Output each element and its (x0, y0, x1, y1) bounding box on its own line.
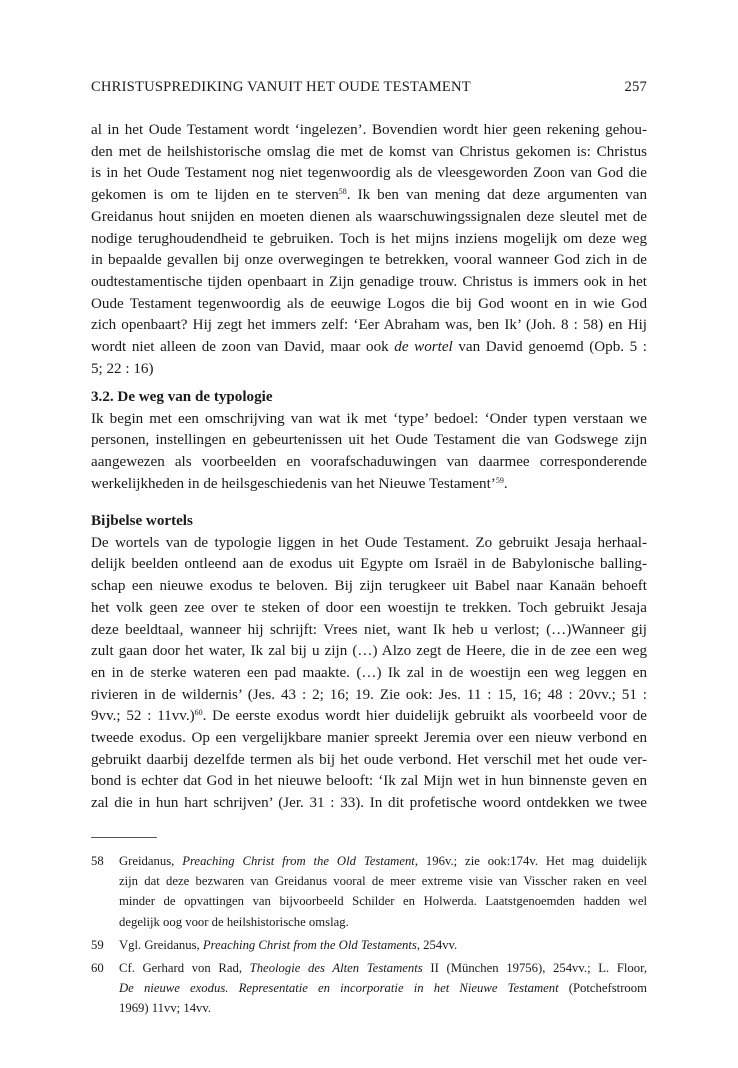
footnote-line: Cf. Gerhard von Rad, Theologie des Alten Testaments II (München 19756), 254vv.; L. Floor, (119, 961, 647, 976)
section-heading: 3.2. De weg van de typologie (91, 389, 273, 405)
text-line: 9vv.; 52 : 11vv.)$^{60}$. De eerste exodus wordt hier duidelijk gebruikt als voorbeeld voor de (91, 708, 647, 725)
footnote-number: 58 (91, 854, 104, 868)
text-line: delijk beelden ontleend aan de exodus uit Egypte om Israël in de Babylonische balling- (91, 556, 647, 573)
text-line: tweede exodus. Op een vergelijkbare manier spreekt Jeremia over een nieuw verbond en (91, 730, 647, 747)
text-line: gebruikt daarbij dezelfde termen als bij het oude verbond. Het verschil met het oude ver- (91, 751, 647, 768)
text-line: en in de sterke wateren een pad maakte. (…) Ik zal in de woestijn een weg leggen en (91, 664, 647, 681)
footnote-ref-60[interactable]: 60 (194, 708, 203, 718)
text-line: het volk geen zee over te steken of door een woestijn te trekken. Toch gebruikt Jesaja (91, 599, 647, 616)
text-line: nodige terughoudendheid te gebruiken. Toch is het mijns inziens mogelijk om deze weg (91, 230, 647, 247)
footnote-58 (91, 851, 647, 932)
footnote-line: 1969) 11vv; 14vv. (119, 1001, 212, 1016)
text-line: oudtestamentische tijden openbaart in Zijn genadige trouw. Christus is immers ook in het (91, 273, 647, 290)
text-line: schap een nieuwe exodus te beloven. Bij zijn terugkeer uit Babel naar Kanaän behoeft (91, 578, 647, 595)
running-head-title: CHRISTUSPREDIKING VANUIT HET OUDE TESTAMENT (91, 79, 471, 95)
text-line: wordt niet alleen de zoon van David, maar ook de wortel van David genoemd (Opb. 5 : (91, 339, 647, 356)
text-line: bond is echter dat God in het nieuwe belooft: ‘Ik zal Mijn wet in hun binnenste geven en (91, 773, 647, 790)
footnote-divider (91, 837, 157, 838)
footnotes (91, 851, 647, 1022)
text-line: werkelijkheden in de heilsgeschiedenis van het Nieuwe Testament’$^{59}$. (91, 475, 508, 492)
text-line: zult gaan door het water, Ik zal bij u zijn (…) Alzo zegt de Heere, die in de zee een weg (91, 643, 647, 660)
footnote-ref-59[interactable]: 59 (495, 475, 504, 485)
footnote-60 (91, 958, 647, 1019)
text-line: aangewezen als voorbeelden en voorafschaduwingen van daarmee corresponderende (91, 454, 647, 471)
text-line: deze beeldtaal, wanneer hij schrijft: Vrees niet, want Ik heb u verlost; (…)Wanneer gij (91, 621, 647, 638)
text-line: den met de heilshistorische omslag die met de komst van Christus gekomen is: Christus (91, 143, 647, 160)
text-line: in bepaalde gevallen bij onze overwegingen te betrekken, vooral wanneer God zich in de (91, 252, 647, 269)
footnote-number: 59 (91, 937, 104, 952)
section-3-2 (91, 387, 647, 496)
text-line: gekomen is om te lijden en te sterven$^{58}$. Ik ben van mening dat deze argumenten van (91, 187, 647, 204)
footnote-line: zijn dat deze bezwaren van Greidanus vooral de meer extreme visie van Visscher raken en veel (119, 874, 647, 889)
text-line: personen, instellingen en gebeurtenissen uit het Oude Testament die van Godswege zijn (91, 432, 647, 449)
subsection-bijbelse-wortels (91, 511, 647, 815)
text-line: Ik begin met een omschrijving van wat ik met ‘type’ bedoel: ‘Onder typen verstaan we (91, 410, 647, 427)
subheading: Bijbelse wortels (91, 513, 193, 529)
footnote-line: Vgl. Greidanus, Preaching Christ from the Old Testaments, 254vv. (119, 937, 458, 952)
emphasis: de wortel (394, 339, 453, 356)
text-line: zal die in hun hart schrijven’ (Jer. 31 : 33). In dit profetische woord ontdekken we twee (91, 795, 647, 812)
text-line: Oude Testament tegenwoordig als de eeuwige Logos die bij God woont en in wie God (91, 295, 647, 312)
text-line: is in het Oude Testament nog niet tegenwoordig als de vleesgeworden Zoon van God die (91, 165, 647, 182)
footnote-line: minder de opvattingen van bijvoorbeeld Schilder en Holwerda. Laatstgenoemden hadden wel (119, 894, 647, 909)
footnote-number: 60 (91, 961, 104, 976)
footnote-ref-58[interactable]: 58 (338, 187, 347, 197)
text-line: al in het Oude Testament wordt ‘ingelezen’. Bovendien wordt hier geen rekening gehou- (91, 122, 647, 138)
page-number: 257 (624, 79, 647, 95)
text-line: zich openbaart? Hij zegt het immers zelf: ‘Eer Abraham was, ben Ik’ (Joh. 8 : 58) en Hij (91, 317, 647, 334)
running-head (91, 79, 647, 99)
paragraph-1 (91, 120, 647, 380)
text-line: rivieren in de wildernis’ (Jes. 43 : 2; 16; 19. Zie ook: Jes. 11 : 15, 16; 48 : 20vv.; 51 : (91, 686, 647, 703)
footnote-59 (91, 935, 647, 955)
text-line: Greidanus hout snijden en moeten dienen als waarschuwingssignalen deze sleutel met de (91, 208, 647, 225)
text-line: De wortels van de typologie liggen in het Oude Testament. Zo gebruikt Jesaja herhaal- (91, 534, 647, 551)
footnote-line: degelijk oog voor de heilshistorische omslag. (119, 914, 349, 929)
footnote-line: Greidanus, Preaching Christ from the Old Testament, 196v.; zie ook:174v. Het mag duidelijk (119, 854, 647, 868)
text-line: 5; 22 : 16) (91, 360, 154, 377)
footnote-line: De nieuwe exodus. Representatie en incorporatie in het Nieuwe Testament (Potchefstroom (119, 981, 647, 996)
